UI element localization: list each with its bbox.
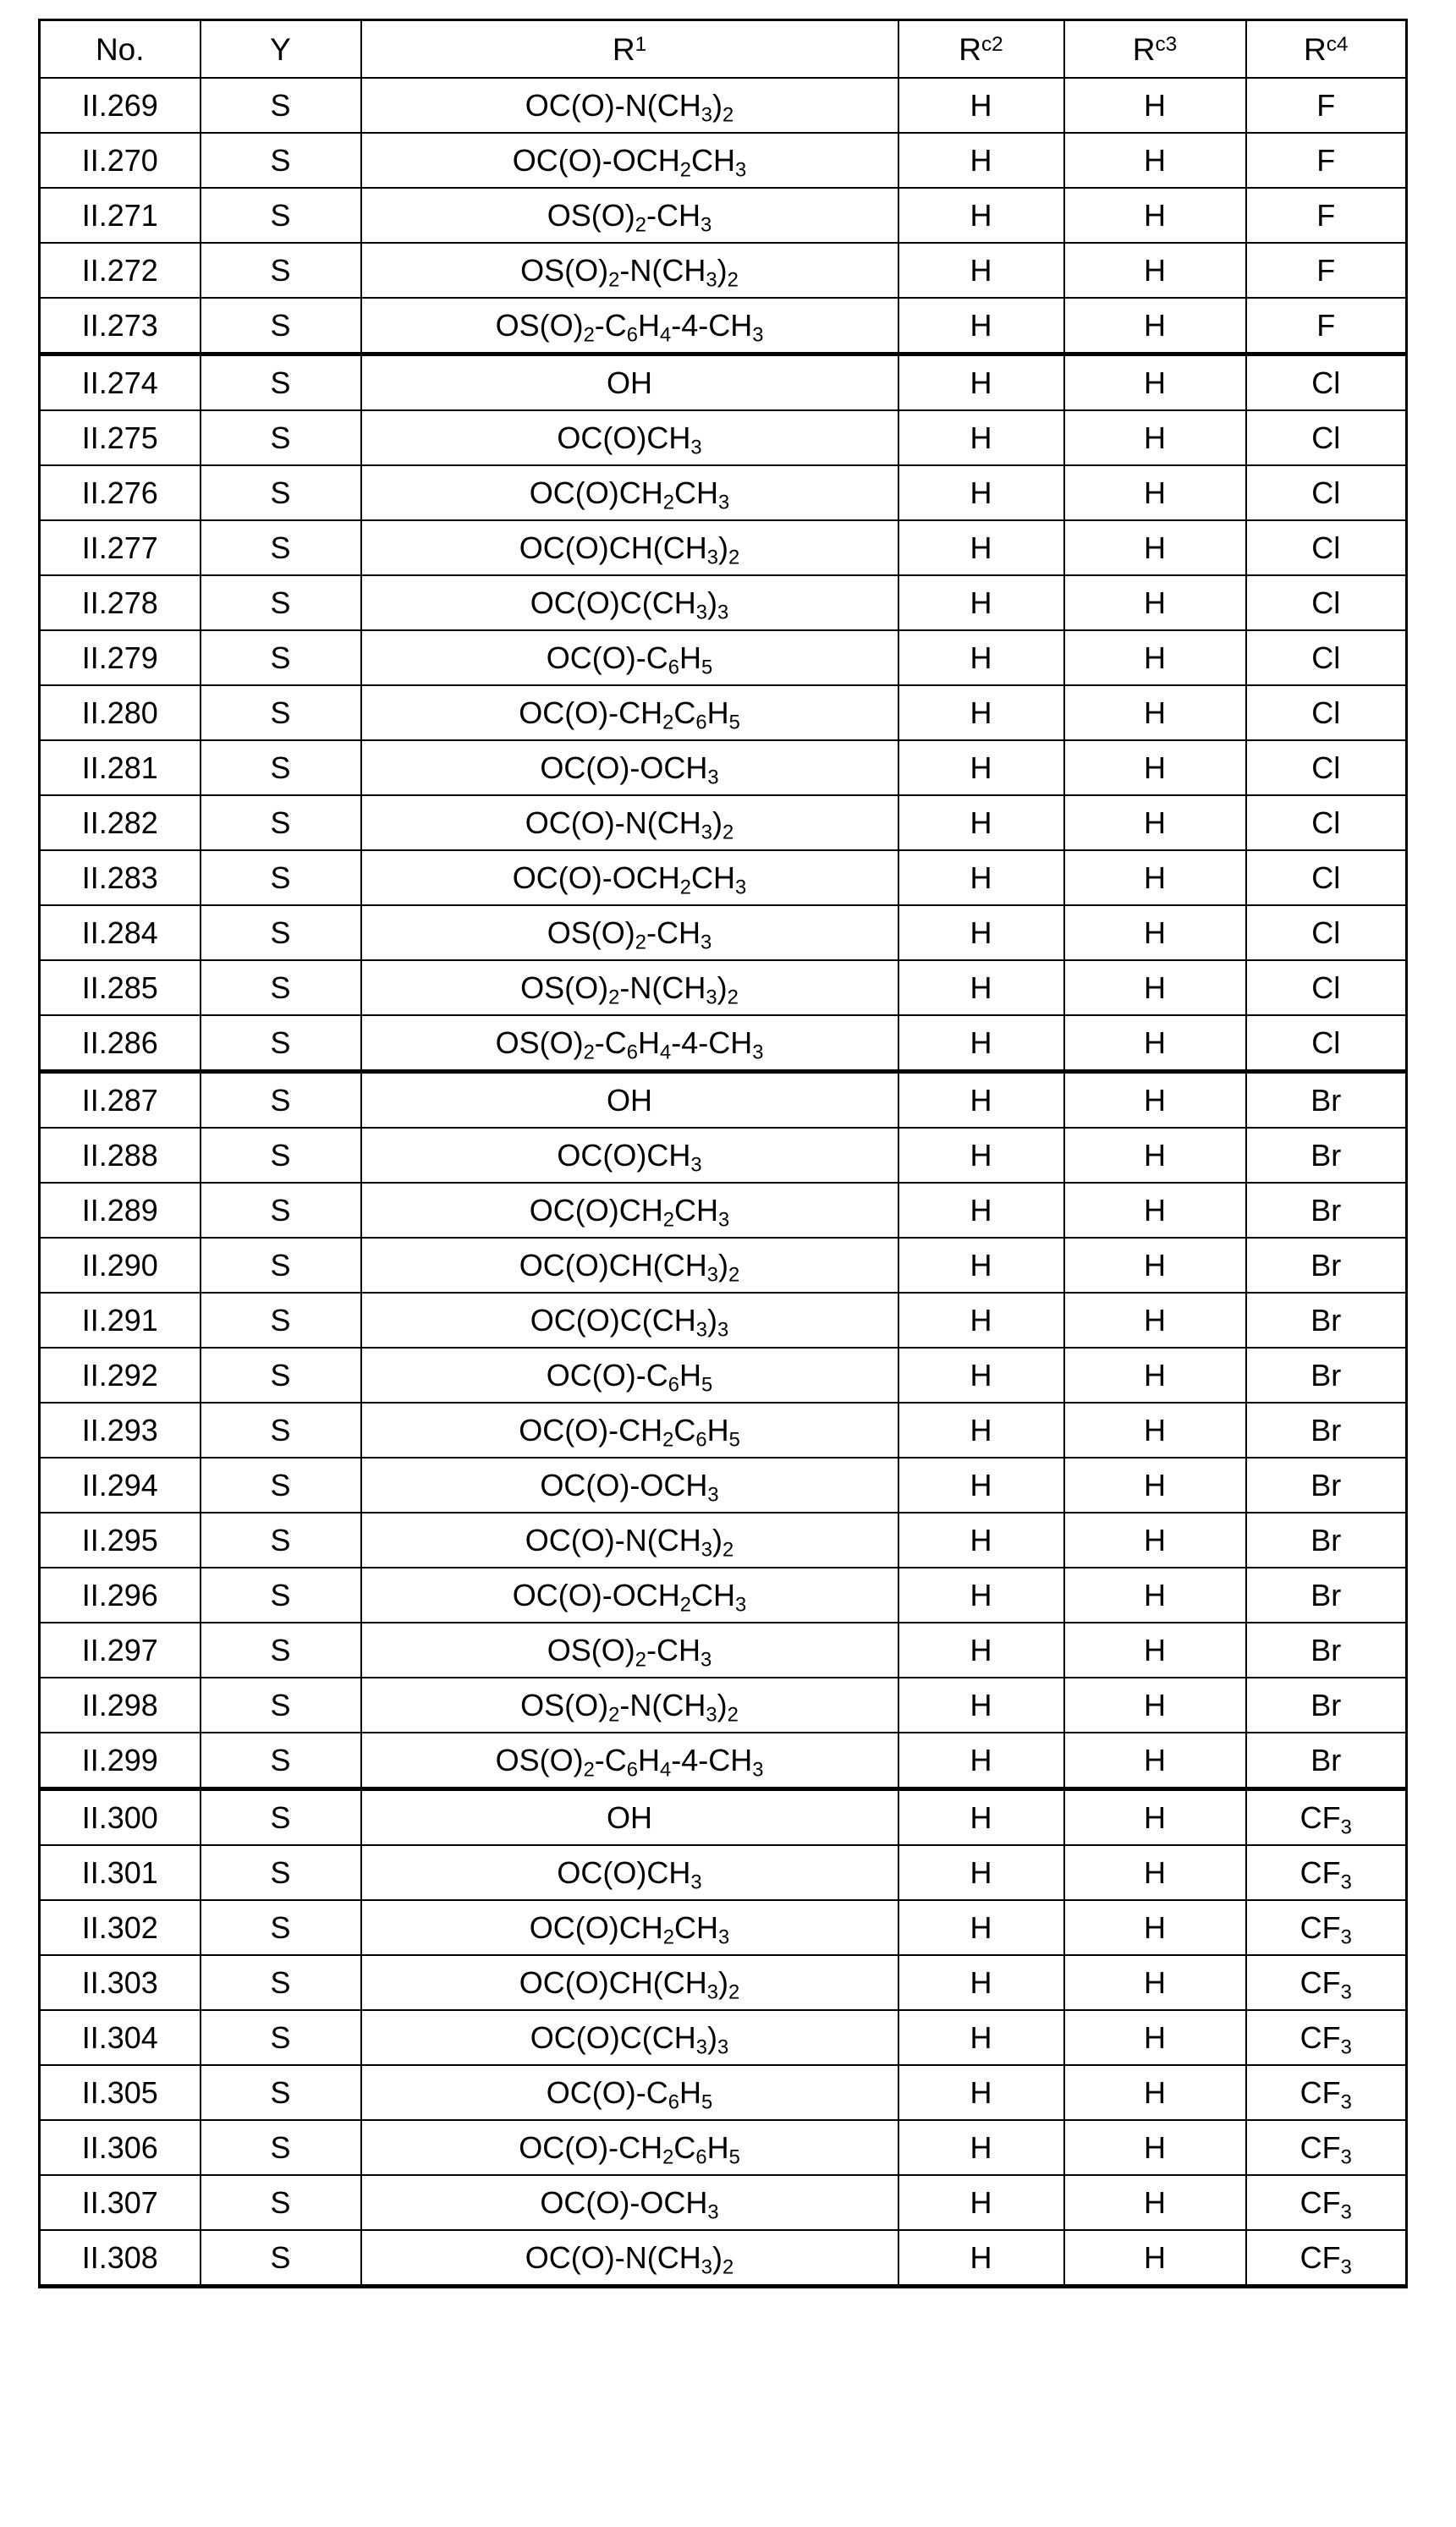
cell-no: II.281 — [40, 740, 201, 795]
cell-rc4: Cl — [1246, 575, 1407, 630]
cell-r1: $OC(O)CH_2CH_3$ — [361, 1900, 898, 1955]
cell-r1: $OS(O)_2-N(CH_3)_2$ — [361, 243, 898, 298]
cell-r1: $OS(O)_2-CH_3$ — [361, 1623, 898, 1678]
cell-rc3: H — [1064, 1348, 1246, 1403]
cell-y: S — [201, 1238, 361, 1293]
cell-r1: $OC(O)-CH_2C_6H_5$ — [361, 2120, 898, 2175]
table-row — [40, 1845, 1407, 1900]
cell-rc3: H — [1064, 2065, 1246, 2120]
cell-rc4: Br — [1246, 1183, 1407, 1238]
cell-y: S — [201, 243, 361, 298]
cell-y: S — [201, 740, 361, 795]
table-row — [40, 1678, 1407, 1733]
cell-rc2: H — [898, 1183, 1064, 1238]
cell-r1: $OC(O)-OCH_3$ — [361, 2175, 898, 2230]
cell-rc4: Br — [1246, 1568, 1407, 1623]
cell-r1: $OC(O)-C_6H_5$ — [361, 630, 898, 685]
cell-rc4: Br — [1246, 1623, 1407, 1678]
cell-rc4: Cl — [1246, 630, 1407, 685]
cell-no: II.280 — [40, 685, 201, 740]
cell-y: S — [201, 188, 361, 243]
cell-rc3: H — [1064, 465, 1246, 520]
cell-r1: $OC(O)-N(CH_3)_2$ — [361, 78, 898, 133]
table-row — [40, 740, 1407, 795]
table-body — [40, 78, 1407, 2287]
table-row — [40, 1955, 1407, 2010]
cell-rc2: H — [898, 1513, 1064, 1568]
cell-no: II.279 — [40, 630, 201, 685]
substituent-table — [38, 19, 1408, 2288]
cell-rc3: H — [1064, 2230, 1246, 2287]
column-header-rc2: $R^{c2}$ — [898, 20, 1064, 79]
cell-rc3: H — [1064, 78, 1246, 133]
cell-rc2: H — [898, 1015, 1064, 1072]
cell-rc2: H — [898, 1238, 1064, 1293]
cell-r1: $OC(O)-N(CH_3)_2$ — [361, 1513, 898, 1568]
column-header-rc4: $R^{c4}$ — [1246, 20, 1407, 79]
cell-rc2: H — [898, 1072, 1064, 1129]
cell-rc3: H — [1064, 960, 1246, 1015]
cell-no: II.286 — [40, 1015, 201, 1072]
cell-rc3: H — [1064, 1845, 1246, 1900]
cell-no: II.288 — [40, 1128, 201, 1183]
cell-rc3: H — [1064, 2010, 1246, 2065]
cell-rc4: Cl — [1246, 520, 1407, 575]
cell-y: S — [201, 78, 361, 133]
cell-no: II.291 — [40, 1293, 201, 1348]
table-row — [40, 2065, 1407, 2120]
cell-no: II.270 — [40, 133, 201, 188]
table-row — [40, 2230, 1407, 2287]
cell-no: II.294 — [40, 1458, 201, 1513]
table-row — [40, 905, 1407, 960]
cell-no: II.278 — [40, 575, 201, 630]
cell-rc3: H — [1064, 795, 1246, 850]
cell-rc3: H — [1064, 575, 1246, 630]
cell-y: S — [201, 2065, 361, 2120]
cell-rc3: H — [1064, 1238, 1246, 1293]
table-row — [40, 1513, 1407, 1568]
cell-no: II.296 — [40, 1568, 201, 1623]
cell-no: II.269 — [40, 78, 201, 133]
table-row — [40, 1623, 1407, 1678]
cell-rc4: Br — [1246, 1513, 1407, 1568]
cell-rc3: H — [1064, 354, 1246, 411]
table-row — [40, 410, 1407, 465]
cell-rc3: H — [1064, 1733, 1246, 1789]
cell-rc4: $CF_3$ — [1246, 1955, 1407, 2010]
cell-y: S — [201, 1458, 361, 1513]
cell-r1: OH — [361, 354, 898, 411]
cell-rc4: Br — [1246, 1293, 1407, 1348]
cell-rc4: Br — [1246, 1238, 1407, 1293]
cell-rc2: H — [898, 188, 1064, 243]
cell-no: II.304 — [40, 2010, 201, 2065]
cell-r1: $OC(O)-N(CH_3)_2$ — [361, 795, 898, 850]
cell-r1: $OC(O)CH(CH_3)_2$ — [361, 1955, 898, 2010]
table-row — [40, 1348, 1407, 1403]
cell-no: II.292 — [40, 1348, 201, 1403]
cell-rc4: Br — [1246, 1733, 1407, 1789]
cell-y: S — [201, 1900, 361, 1955]
cell-rc3: H — [1064, 850, 1246, 905]
cell-y: S — [201, 1789, 361, 1846]
cell-rc3: H — [1064, 520, 1246, 575]
table-row — [40, 133, 1407, 188]
cell-no: II.273 — [40, 298, 201, 354]
cell-no: II.277 — [40, 520, 201, 575]
cell-rc2: H — [898, 1293, 1064, 1348]
cell-rc2: H — [898, 2230, 1064, 2287]
cell-rc2: H — [898, 465, 1064, 520]
cell-rc4: Br — [1246, 1348, 1407, 1403]
cell-rc2: H — [898, 1900, 1064, 1955]
cell-no: II.298 — [40, 1678, 201, 1733]
table-row — [40, 465, 1407, 520]
cell-y: S — [201, 1348, 361, 1403]
cell-r1: $OC(O)CH_3$ — [361, 1845, 898, 1900]
table-row — [40, 2010, 1407, 2065]
table-row — [40, 795, 1407, 850]
cell-rc3: H — [1064, 1568, 1246, 1623]
cell-y: S — [201, 520, 361, 575]
cell-r1: $OC(O)-N(CH_3)_2$ — [361, 2230, 898, 2287]
cell-y: S — [201, 410, 361, 465]
cell-no: II.271 — [40, 188, 201, 243]
cell-no: II.305 — [40, 2065, 201, 2120]
cell-no: II.282 — [40, 795, 201, 850]
table-row — [40, 1128, 1407, 1183]
cell-rc3: H — [1064, 133, 1246, 188]
table-row — [40, 298, 1407, 354]
column-header-y: Y — [201, 20, 361, 79]
column-header-no: No. — [40, 20, 201, 79]
cell-y: S — [201, 2175, 361, 2230]
cell-rc4: Br — [1246, 1678, 1407, 1733]
cell-y: S — [201, 2120, 361, 2175]
cell-rc2: H — [898, 2175, 1064, 2230]
table-row — [40, 1458, 1407, 1513]
cell-r1: $OC(O)-OCH_3$ — [361, 740, 898, 795]
cell-y: S — [201, 1513, 361, 1568]
cell-rc4: Cl — [1246, 354, 1407, 411]
table-row — [40, 1789, 1407, 1846]
cell-y: S — [201, 1293, 361, 1348]
cell-rc4: Br — [1246, 1128, 1407, 1183]
cell-rc2: H — [898, 795, 1064, 850]
cell-rc4: $CF_3$ — [1246, 2010, 1407, 2065]
cell-r1: OH — [361, 1072, 898, 1129]
cell-no: II.297 — [40, 1623, 201, 1678]
cell-rc4: $CF_3$ — [1246, 2230, 1407, 2287]
cell-rc2: H — [898, 2065, 1064, 2120]
cell-r1: $OS(O)_2-N(CH_3)_2$ — [361, 1678, 898, 1733]
cell-rc3: H — [1064, 410, 1246, 465]
cell-rc4: $CF_3$ — [1246, 1845, 1407, 1900]
cell-rc3: H — [1064, 298, 1246, 354]
cell-r1: $OC(O)-CH_2C_6H_5$ — [361, 685, 898, 740]
cell-r1: OH — [361, 1789, 898, 1846]
cell-no: II.308 — [40, 2230, 201, 2287]
cell-rc3: H — [1064, 1789, 1246, 1846]
cell-y: S — [201, 298, 361, 354]
cell-r1: $OC(O)-OCH_2CH_3$ — [361, 133, 898, 188]
cell-rc2: H — [898, 1128, 1064, 1183]
cell-rc2: H — [898, 78, 1064, 133]
cell-r1: $OC(O)C(CH_3)_3$ — [361, 1293, 898, 1348]
cell-y: S — [201, 1183, 361, 1238]
cell-rc2: H — [898, 1678, 1064, 1733]
cell-rc2: H — [898, 630, 1064, 685]
cell-no: II.287 — [40, 1072, 201, 1129]
cell-rc3: H — [1064, 1128, 1246, 1183]
cell-rc2: H — [898, 850, 1064, 905]
cell-rc2: H — [898, 133, 1064, 188]
cell-rc4: $CF_3$ — [1246, 1900, 1407, 1955]
cell-rc3: H — [1064, 2175, 1246, 2230]
cell-rc3: H — [1064, 740, 1246, 795]
cell-y: S — [201, 905, 361, 960]
cell-rc4: Cl — [1246, 410, 1407, 465]
cell-rc2: H — [898, 1623, 1064, 1678]
column-header-rc3: $R^{c3}$ — [1064, 20, 1246, 79]
cell-rc4: F — [1246, 188, 1407, 243]
cell-y: S — [201, 630, 361, 685]
cell-r1: $OC(O)CH(CH_3)_2$ — [361, 520, 898, 575]
cell-y: S — [201, 575, 361, 630]
cell-rc2: H — [898, 1733, 1064, 1789]
cell-rc3: H — [1064, 1015, 1246, 1072]
table-row — [40, 1015, 1407, 1072]
cell-no: II.302 — [40, 1900, 201, 1955]
cell-rc3: H — [1064, 1072, 1246, 1129]
cell-y: S — [201, 1015, 361, 1072]
cell-no: II.274 — [40, 354, 201, 411]
cell-r1: $OS(O)_2-CH_3$ — [361, 188, 898, 243]
cell-r1: $OC(O)-OCH_2CH_3$ — [361, 1568, 898, 1623]
table-row — [40, 354, 1407, 411]
cell-rc3: H — [1064, 685, 1246, 740]
cell-y: S — [201, 2010, 361, 2065]
cell-rc2: H — [898, 1403, 1064, 1458]
cell-no: II.307 — [40, 2175, 201, 2230]
cell-rc2: H — [898, 960, 1064, 1015]
cell-rc3: H — [1064, 1458, 1246, 1513]
cell-r1: $OC(O)CH(CH_3)_2$ — [361, 1238, 898, 1293]
cell-rc2: H — [898, 520, 1064, 575]
cell-rc4: Cl — [1246, 960, 1407, 1015]
cell-rc3: H — [1064, 243, 1246, 298]
cell-rc4: $CF_3$ — [1246, 1789, 1407, 1846]
cell-r1: $OC(O)CH_2CH_3$ — [361, 465, 898, 520]
cell-rc4: $CF_3$ — [1246, 2065, 1407, 2120]
cell-no: II.283 — [40, 850, 201, 905]
cell-no: II.295 — [40, 1513, 201, 1568]
cell-y: S — [201, 795, 361, 850]
cell-rc3: H — [1064, 1955, 1246, 2010]
cell-rc2: H — [898, 575, 1064, 630]
cell-r1: $OS(O)_2-CH_3$ — [361, 905, 898, 960]
table-row — [40, 188, 1407, 243]
cell-y: S — [201, 1733, 361, 1789]
cell-r1: $OC(O)CH_2CH_3$ — [361, 1183, 898, 1238]
cell-y: S — [201, 1623, 361, 1678]
cell-no: II.272 — [40, 243, 201, 298]
cell-rc2: H — [898, 298, 1064, 354]
cell-y: S — [201, 2230, 361, 2287]
cell-rc2: H — [898, 685, 1064, 740]
cell-y: S — [201, 1568, 361, 1623]
table-row — [40, 1403, 1407, 1458]
cell-y: S — [201, 1072, 361, 1129]
cell-y: S — [201, 850, 361, 905]
cell-rc3: H — [1064, 905, 1246, 960]
cell-r1: $OC(O)-OCH_2CH_3$ — [361, 850, 898, 905]
cell-no: II.293 — [40, 1403, 201, 1458]
cell-r1: $OC(O)-C_6H_5$ — [361, 2065, 898, 2120]
cell-rc4: Cl — [1246, 905, 1407, 960]
cell-rc2: H — [898, 1568, 1064, 1623]
cell-rc4: $CF_3$ — [1246, 2175, 1407, 2230]
table-row — [40, 243, 1407, 298]
cell-rc2: H — [898, 1789, 1064, 1846]
cell-y: S — [201, 133, 361, 188]
cell-rc3: H — [1064, 1623, 1246, 1678]
cell-y: S — [201, 960, 361, 1015]
cell-rc3: H — [1064, 1293, 1246, 1348]
cell-y: S — [201, 1128, 361, 1183]
table-row — [40, 850, 1407, 905]
cell-rc3: H — [1064, 1900, 1246, 1955]
cell-rc4: Cl — [1246, 795, 1407, 850]
cell-rc4: $CF_3$ — [1246, 2120, 1407, 2175]
cell-rc2: H — [898, 243, 1064, 298]
cell-rc3: H — [1064, 188, 1246, 243]
cell-rc4: Cl — [1246, 740, 1407, 795]
cell-y: S — [201, 354, 361, 411]
cell-rc3: H — [1064, 1183, 1246, 1238]
cell-no: II.303 — [40, 1955, 201, 2010]
cell-r1: $OC(O)-C_6H_5$ — [361, 1348, 898, 1403]
cell-rc4: Br — [1246, 1458, 1407, 1513]
cell-r1: $OC(O)C(CH_3)_3$ — [361, 2010, 898, 2065]
table-row — [40, 2120, 1407, 2175]
cell-rc4: Cl — [1246, 850, 1407, 905]
table-row — [40, 1072, 1407, 1129]
table-row — [40, 960, 1407, 1015]
cell-r1: $OC(O)-OCH_3$ — [361, 1458, 898, 1513]
table-row — [40, 1238, 1407, 1293]
cell-no: II.284 — [40, 905, 201, 960]
cell-y: S — [201, 1955, 361, 2010]
table-row — [40, 575, 1407, 630]
cell-rc2: H — [898, 1845, 1064, 1900]
cell-no: II.290 — [40, 1238, 201, 1293]
cell-rc3: H — [1064, 1403, 1246, 1458]
table-row — [40, 2175, 1407, 2230]
cell-rc2: H — [898, 354, 1064, 411]
cell-r1: $OC(O)C(CH_3)_3$ — [361, 575, 898, 630]
cell-r1: $OC(O)-CH_2C_6H_5$ — [361, 1403, 898, 1458]
cell-rc4: F — [1246, 298, 1407, 354]
cell-rc3: H — [1064, 2120, 1246, 2175]
table-row — [40, 1568, 1407, 1623]
cell-y: S — [201, 465, 361, 520]
cell-no: II.285 — [40, 960, 201, 1015]
cell-rc4: Br — [1246, 1072, 1407, 1129]
cell-no: II.301 — [40, 1845, 201, 1900]
cell-rc2: H — [898, 1955, 1064, 2010]
cell-no: II.299 — [40, 1733, 201, 1789]
cell-r1: $OS(O)_2-C_6H_4-4-CH_3$ — [361, 1015, 898, 1072]
table-row — [40, 1733, 1407, 1789]
cell-rc3: H — [1064, 1678, 1246, 1733]
table-row — [40, 78, 1407, 133]
column-header-r1: $R^1$ — [361, 20, 898, 79]
cell-no: II.289 — [40, 1183, 201, 1238]
cell-rc3: H — [1064, 630, 1246, 685]
cell-r1: $OC(O)CH_3$ — [361, 1128, 898, 1183]
cell-y: S — [201, 685, 361, 740]
cell-rc4: Cl — [1246, 465, 1407, 520]
cell-no: II.276 — [40, 465, 201, 520]
cell-no: II.306 — [40, 2120, 201, 2175]
cell-rc2: H — [898, 905, 1064, 960]
table-row — [40, 520, 1407, 575]
table-row — [40, 1900, 1407, 1955]
table-row — [40, 630, 1407, 685]
cell-y: S — [201, 1845, 361, 1900]
cell-rc4: F — [1246, 133, 1407, 188]
cell-r1: $OS(O)_2-C_6H_4-4-CH_3$ — [361, 298, 898, 354]
table-row — [40, 685, 1407, 740]
cell-rc2: H — [898, 2120, 1064, 2175]
header-row — [40, 20, 1407, 79]
table-row — [40, 1293, 1407, 1348]
cell-r1: $OS(O)_2-C_6H_4-4-CH_3$ — [361, 1733, 898, 1789]
cell-rc4: F — [1246, 78, 1407, 133]
cell-rc4: Cl — [1246, 1015, 1407, 1072]
cell-rc3: H — [1064, 1513, 1246, 1568]
cell-rc4: F — [1246, 243, 1407, 298]
cell-y: S — [201, 1403, 361, 1458]
cell-r1: $OC(O)CH_3$ — [361, 410, 898, 465]
cell-no: II.300 — [40, 1789, 201, 1846]
cell-rc2: H — [898, 1458, 1064, 1513]
table-row — [40, 1183, 1407, 1238]
table-header — [40, 20, 1407, 79]
cell-rc2: H — [898, 740, 1064, 795]
cell-rc2: H — [898, 1348, 1064, 1403]
cell-r1: $OS(O)_2-N(CH_3)_2$ — [361, 960, 898, 1015]
cell-rc2: H — [898, 2010, 1064, 2065]
cell-rc4: Br — [1246, 1403, 1407, 1458]
cell-y: S — [201, 1678, 361, 1733]
cell-no: II.275 — [40, 410, 201, 465]
cell-rc4: Cl — [1246, 685, 1407, 740]
cell-rc2: H — [898, 410, 1064, 465]
